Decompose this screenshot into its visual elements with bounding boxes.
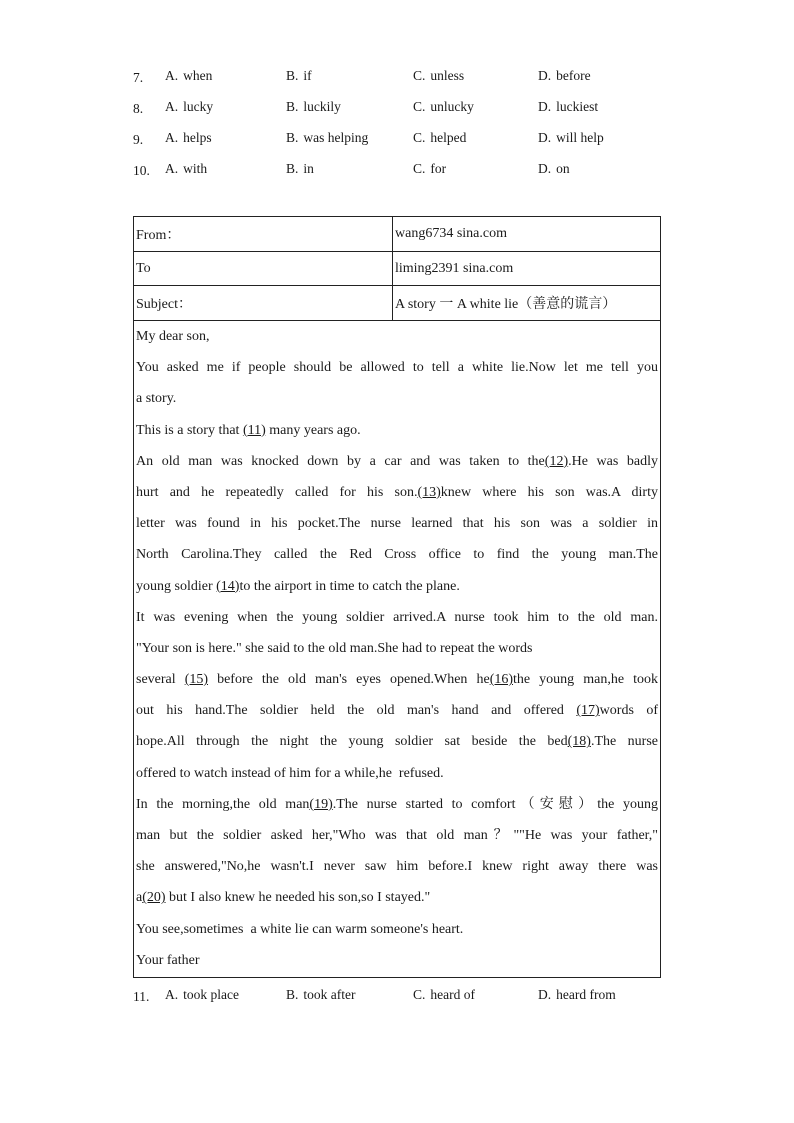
email-line bbox=[136, 602, 658, 633]
option-d bbox=[538, 985, 616, 1005]
text-segment: North Carolina.They called the Red Cross office to find the young man.The bbox=[136, 547, 658, 563]
email-line bbox=[136, 415, 658, 446]
question-row bbox=[133, 66, 693, 86]
text-segment: offered to watch instead of him for a while,he refused. bbox=[136, 765, 444, 781]
question-number: 11. bbox=[133, 989, 150, 1004]
text-segment: hurt and he repeatedly called for his son. bbox=[136, 484, 418, 500]
option-text: lucky bbox=[183, 99, 214, 114]
text-segment: the young man,he took bbox=[513, 672, 658, 688]
email-line-text bbox=[136, 539, 658, 570]
email-line-text bbox=[136, 914, 463, 945]
option-d bbox=[538, 128, 604, 148]
email-line-text bbox=[136, 602, 658, 633]
email-line bbox=[136, 446, 658, 477]
text-segment: hope.All through the night the young soldier sat beside the bed bbox=[136, 734, 568, 750]
blank-number: (15) bbox=[184, 672, 209, 688]
from-row bbox=[134, 217, 660, 252]
question-number: 7. bbox=[133, 70, 144, 85]
subject-row bbox=[134, 286, 660, 321]
question-number: 9. bbox=[133, 132, 144, 147]
option-text: if bbox=[303, 68, 312, 83]
to-row bbox=[134, 252, 660, 286]
text-segment: "Your son is here." she said to the old man.She had to repeat the words bbox=[136, 640, 533, 656]
email-line bbox=[136, 758, 658, 789]
option-text: before bbox=[556, 68, 591, 83]
blank-number: (13) bbox=[417, 484, 441, 500]
text-segment: several bbox=[136, 672, 185, 688]
option-d bbox=[538, 159, 570, 179]
email-line-text bbox=[136, 446, 658, 477]
text-segment: My dear son, bbox=[136, 329, 210, 344]
email-line-text bbox=[136, 758, 444, 789]
email-line bbox=[136, 571, 658, 602]
email-line-text bbox=[136, 851, 658, 882]
text-segment: to the airport in time to catch the plane. bbox=[239, 578, 460, 594]
option-text: was helping bbox=[303, 130, 369, 145]
option-letter: B. bbox=[286, 68, 299, 83]
question-row bbox=[133, 985, 693, 1005]
text-segment: In the morning,the old man bbox=[136, 796, 310, 812]
option-text: took after bbox=[303, 987, 356, 1002]
to-value: liming2391 sina.com bbox=[395, 260, 514, 276]
option-letter: C. bbox=[413, 68, 426, 83]
option-text: helped bbox=[430, 130, 467, 145]
email-line bbox=[136, 633, 658, 664]
subject-label: Subject： bbox=[136, 297, 192, 312]
email-line-text bbox=[136, 383, 176, 414]
text-segment: but I also knew he needed his son,so I stayed." bbox=[165, 890, 431, 906]
header-column-divider bbox=[392, 217, 393, 320]
email-line-text bbox=[136, 477, 658, 508]
text-segment: a bbox=[136, 890, 143, 906]
email-line bbox=[136, 820, 658, 851]
email-line-text bbox=[136, 664, 658, 695]
text-segment: letter was found in his pocket.The nurse learned that his son was a soldier in bbox=[136, 516, 658, 532]
blank-number: (12) bbox=[544, 453, 569, 469]
email-line bbox=[136, 477, 658, 508]
option-text: when bbox=[183, 68, 213, 83]
email-line bbox=[136, 882, 658, 913]
option-b bbox=[286, 128, 368, 148]
text-segment: she answered,"No,he wasn't.I never saw him before.I knew right away there was bbox=[136, 859, 658, 875]
text-segment: .He was badly bbox=[568, 453, 659, 469]
email-line bbox=[136, 789, 658, 820]
option-letter: A. bbox=[165, 987, 179, 1002]
text-segment: young soldier bbox=[136, 578, 217, 594]
email-line-text bbox=[136, 571, 460, 602]
option-c bbox=[413, 985, 475, 1005]
question-row bbox=[133, 128, 693, 148]
email-line bbox=[136, 914, 658, 945]
option-letter: C. bbox=[413, 987, 426, 1002]
email-body bbox=[136, 321, 658, 976]
option-letter: D. bbox=[538, 68, 552, 83]
option-letter: D. bbox=[538, 161, 552, 176]
option-text: luckiest bbox=[556, 99, 599, 114]
option-letter: D. bbox=[538, 130, 552, 145]
option-text: in bbox=[303, 161, 314, 176]
option-a bbox=[165, 985, 239, 1005]
email-line-text bbox=[136, 633, 533, 664]
option-letter: B. bbox=[286, 161, 299, 176]
option-text: unless bbox=[430, 68, 465, 83]
email-line bbox=[136, 508, 658, 539]
option-letter: B. bbox=[286, 99, 299, 114]
email-line bbox=[136, 695, 658, 726]
text-segment: You asked me if people should be allowed to tell a white lie.Now let me tell you bbox=[136, 360, 658, 376]
email-line-text bbox=[136, 415, 361, 446]
option-c bbox=[413, 97, 474, 117]
email-line-text bbox=[136, 321, 210, 352]
text-segment: words of bbox=[599, 703, 658, 719]
option-letter: A. bbox=[165, 99, 179, 114]
option-letter: A. bbox=[165, 68, 179, 83]
option-text: heard from bbox=[556, 987, 616, 1002]
blank-number: (11) bbox=[242, 422, 266, 438]
email-line bbox=[136, 851, 658, 882]
email-line bbox=[136, 321, 658, 352]
option-text: on bbox=[556, 161, 570, 176]
option-b bbox=[286, 159, 314, 179]
email-line bbox=[136, 539, 658, 570]
question-row bbox=[133, 97, 693, 117]
option-b bbox=[286, 985, 356, 1005]
text-segment: .The nurse bbox=[590, 734, 658, 750]
question-row bbox=[133, 159, 693, 179]
blank-number: (20) bbox=[142, 890, 166, 906]
option-letter: D. bbox=[538, 987, 552, 1002]
option-text: heard of bbox=[430, 987, 475, 1002]
email-line-text bbox=[136, 820, 658, 851]
text-segment: An old man was knocked down by a car and was taken to the bbox=[136, 453, 545, 469]
option-c bbox=[413, 128, 466, 148]
email-table bbox=[133, 216, 661, 978]
option-text: for bbox=[430, 161, 447, 176]
blank-number: (19) bbox=[309, 796, 333, 812]
email-line-text bbox=[136, 945, 200, 976]
text-segment: out his hand.The soldier held the old man's hand and offered bbox=[136, 703, 577, 719]
from-label: From： bbox=[136, 228, 181, 243]
text-segment: many years ago. bbox=[265, 422, 361, 438]
blank-number: (14) bbox=[216, 578, 240, 594]
option-a bbox=[165, 159, 207, 179]
email-line bbox=[136, 726, 658, 757]
subject-value: A story 一 A white lie（善意的谎言） bbox=[395, 297, 617, 312]
option-d bbox=[538, 97, 598, 117]
option-letter: A. bbox=[165, 161, 179, 176]
text-segment: man but the soldier asked her,"Who was that old man？""He was your father," bbox=[136, 828, 658, 843]
email-line bbox=[136, 945, 658, 976]
option-letter: C. bbox=[413, 99, 426, 114]
email-line bbox=[136, 664, 658, 695]
text-segment: It was evening when the young soldier arrived.A nurse took him to the old man. bbox=[136, 609, 658, 625]
email-line-text bbox=[136, 695, 658, 726]
option-text: luckily bbox=[303, 99, 341, 114]
option-text: took place bbox=[183, 987, 239, 1002]
option-text: with bbox=[183, 161, 208, 176]
option-letter: C. bbox=[413, 130, 426, 145]
option-c bbox=[413, 66, 464, 86]
option-d bbox=[538, 66, 591, 86]
option-text: unlucky bbox=[430, 99, 474, 114]
email-line-text bbox=[136, 789, 658, 820]
option-c bbox=[413, 159, 446, 179]
blank-number: (17) bbox=[576, 703, 600, 719]
blank-number: (16) bbox=[489, 672, 514, 688]
option-a bbox=[165, 66, 212, 86]
to-label: To bbox=[136, 260, 151, 276]
email-line-text bbox=[136, 882, 430, 913]
text-segment: before the old man's eyes opened.When he bbox=[208, 672, 490, 688]
text-segment: .The nurse started to comfort（安慰）the young bbox=[332, 796, 658, 812]
text-segment: Your father bbox=[136, 952, 200, 968]
option-b bbox=[286, 66, 312, 86]
text-segment: knew where his son was.A dirty bbox=[440, 484, 658, 500]
question-number: 10. bbox=[133, 163, 150, 178]
email-line bbox=[136, 352, 658, 383]
blank-number: (18) bbox=[567, 734, 591, 750]
from-value: wang6734 sina.com bbox=[395, 226, 507, 241]
option-letter: B. bbox=[286, 130, 299, 145]
email-line-text bbox=[136, 352, 658, 383]
option-letter: B. bbox=[286, 987, 299, 1002]
option-text: will help bbox=[556, 130, 604, 145]
option-letter: D. bbox=[538, 99, 552, 114]
option-a bbox=[165, 128, 212, 148]
option-letter: C. bbox=[413, 161, 426, 176]
question-number: 8. bbox=[133, 101, 144, 116]
text-segment: a story. bbox=[136, 391, 177, 407]
email-line-text bbox=[136, 508, 658, 539]
text-segment: You see,sometimes a white lie can warm someone's heart. bbox=[136, 921, 464, 937]
option-letter: A. bbox=[165, 130, 179, 145]
option-text: helps bbox=[183, 130, 212, 145]
text-segment: This is a story that bbox=[136, 422, 243, 438]
email-line-text bbox=[136, 726, 658, 757]
option-a bbox=[165, 97, 213, 117]
email-line bbox=[136, 383, 658, 414]
option-b bbox=[286, 97, 341, 117]
